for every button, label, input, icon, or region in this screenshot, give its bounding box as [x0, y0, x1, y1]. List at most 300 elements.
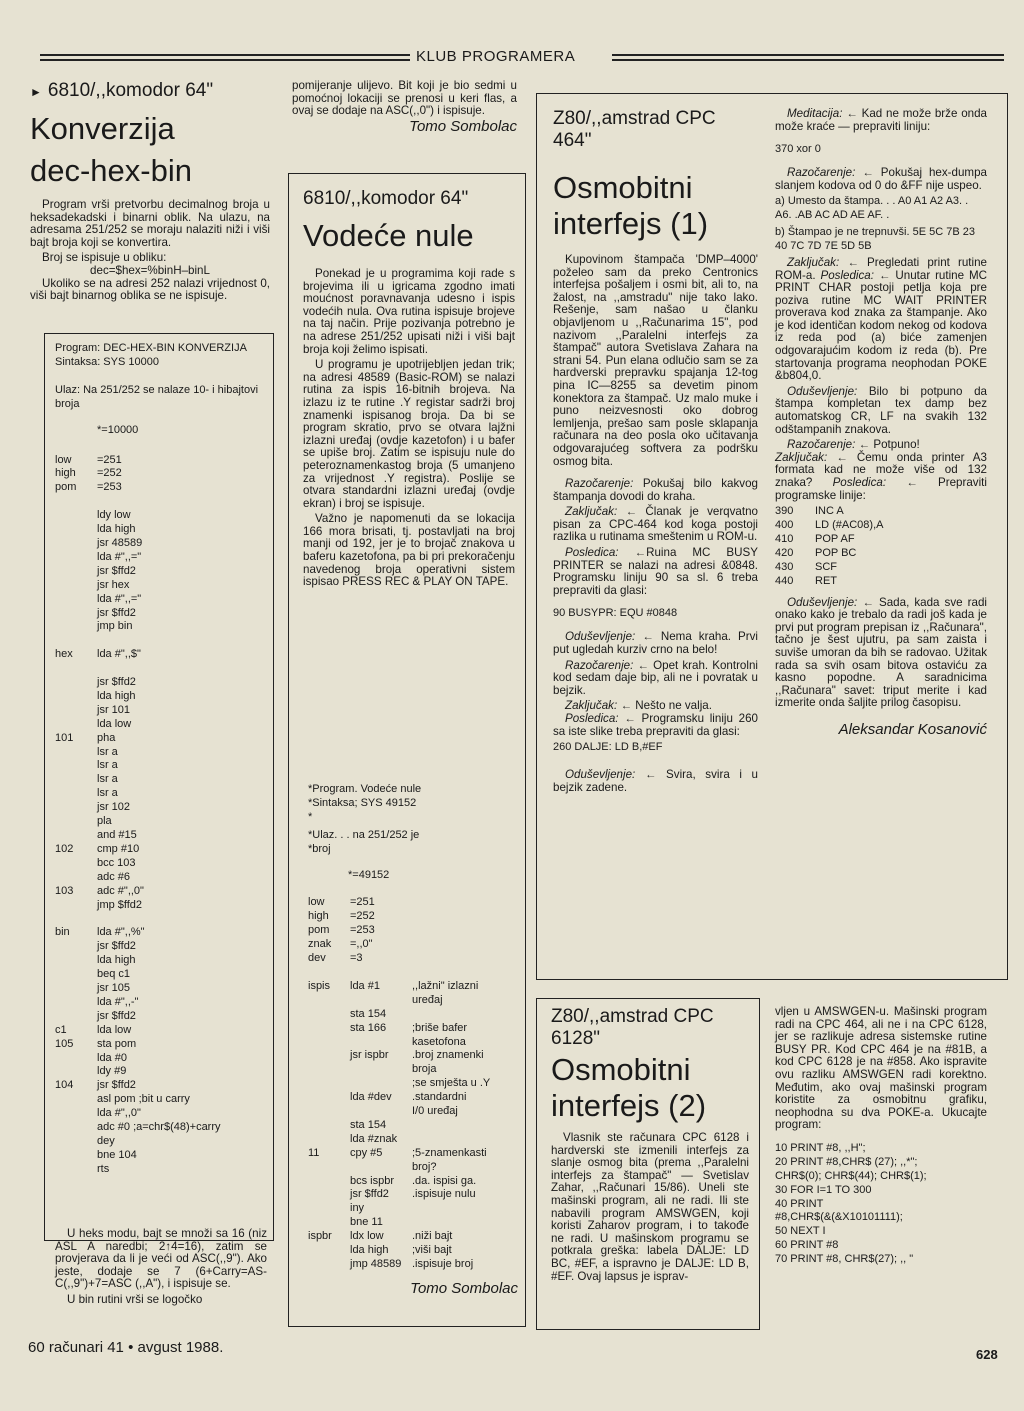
code-instruction: jsr $ffd2	[97, 676, 136, 689]
code-comment	[257, 593, 267, 607]
rt-code-line: 260 DALJE: LD B,#EF	[553, 741, 663, 754]
code-line	[308, 910, 518, 924]
code-instruction: jsr $ffd2	[97, 940, 136, 953]
code-comment: *	[308, 810, 313, 823]
code-line	[308, 1008, 518, 1022]
code-line	[775, 561, 987, 575]
code-line	[55, 1149, 267, 1163]
code-comment: *broj	[308, 842, 331, 855]
rt-paragraph	[775, 257, 987, 383]
code-instruction: =,,0"	[350, 938, 373, 951]
code-comment	[257, 718, 267, 732]
code-label	[55, 565, 97, 579]
left-title-2: dec-hex-bin	[30, 153, 192, 188]
code-label	[55, 607, 97, 621]
code-line	[55, 509, 267, 523]
section-header: KLUB PROGRAMERA	[410, 48, 581, 65]
code-instruction: lda high	[350, 1244, 389, 1257]
code-instruction: POP AF	[815, 533, 855, 545]
code-instruction: rts	[97, 1162, 110, 1175]
code-label: c1	[55, 1023, 67, 1036]
code-comment	[257, 704, 267, 718]
code-comment	[257, 1163, 267, 1177]
code-comment	[257, 579, 267, 593]
code-label	[308, 1077, 350, 1091]
code-comment	[412, 924, 518, 938]
code-line-number: 410	[775, 533, 794, 545]
header-rule-right	[612, 54, 1004, 56]
code-comment: ,,lažni" izlazni	[412, 979, 479, 992]
code-line	[55, 1010, 267, 1024]
code-comment	[257, 1135, 267, 1149]
code-instruction: =253	[350, 924, 375, 937]
code-line	[308, 1216, 518, 1230]
rb-paragraph: vljen u AMSWGEN-u. Mašinski program radi na CPC 464, ali ne i na CPC 6128, jer se razlikuje adresa sistemske rutine BUSY PR. Kod CPC 464 je na #81B, a kod CPC 6128 je na #858. Ako ispravite ovu razliku AMSWGEN radi korektno. Međutim, ako ovaj mašinski program koristite za osmobitnu grafiku, neophodna su dva POKE-a. Ukucajte program:	[775, 1005, 987, 1132]
code-comment	[257, 829, 267, 843]
code-line	[55, 982, 267, 996]
rt-label: Zaključak:	[787, 255, 840, 269]
code-line	[55, 662, 267, 676]
code-instruction: lda high	[97, 689, 136, 702]
code-line	[55, 871, 267, 885]
code-comment	[257, 1107, 267, 1121]
code-line	[775, 533, 987, 547]
code-comment: I/0 uređaj	[412, 1105, 458, 1118]
code-comment	[257, 982, 267, 996]
code-label	[308, 1119, 350, 1133]
code-comment: ;briše bafer	[412, 1021, 468, 1034]
code-comment	[412, 1133, 518, 1147]
code-label	[55, 718, 97, 732]
code-label	[55, 940, 97, 954]
rt-code-line: 370 xor 0	[775, 143, 821, 156]
mid-signature-2: Tomo Sombolac	[410, 1279, 518, 1297]
code-line	[55, 968, 267, 982]
rt-paragraph	[775, 452, 987, 502]
code-instruction: lda #znak	[350, 1132, 398, 1145]
rt-label: Razočarenje:	[565, 477, 634, 491]
code-line	[55, 926, 267, 940]
header-rule-right-2	[612, 59, 1004, 61]
rt-code-line: 90 BUSYPR: EQU #0848	[553, 607, 678, 620]
code-comment	[257, 1010, 267, 1024]
code-comment	[412, 1216, 518, 1230]
code-origin: *=49152	[348, 868, 390, 881]
code-label	[55, 537, 97, 551]
code-line	[308, 924, 518, 938]
mid-code-block	[308, 783, 518, 1296]
rt-text: ←Ruina MC BUSY PRINTER se nalazi na adresi &0848. Programsku liniju 90 sa sl. 6 treba prepraviti da glasi:	[553, 546, 758, 597]
code-line	[55, 1093, 267, 1107]
code-comment	[412, 952, 518, 966]
rb-subtitle-2: 6128"	[551, 1028, 601, 1049]
code-label	[55, 1135, 97, 1149]
rt-paragraph	[553, 713, 758, 738]
rt-label: Razočarenje:	[787, 166, 856, 180]
code-instruction	[350, 1077, 412, 1091]
code-label	[55, 815, 97, 829]
code-label	[55, 551, 97, 565]
code-comment: *Program. Vodeće nule	[308, 783, 422, 795]
code-label: bin	[55, 926, 70, 939]
code-line	[775, 519, 987, 533]
code-label: 101	[55, 731, 74, 744]
rb-code-lines	[775, 1142, 987, 1267]
code-line	[55, 634, 267, 648]
code-line	[55, 718, 267, 732]
mid-paragraph: Važno je napomenuti da se lokacija 166 mora brisati, tj. postavljati na broj manji od 192, jer je to brojač znakova u baferu kazetofona, pa bi pri prekoračenju navedenog broja operativni sistem ispisao PRESS REC & PLAY ON TAPE.	[303, 512, 515, 589]
code-instruction: ldx low	[350, 1230, 384, 1243]
code-comment: kasetofona	[412, 1035, 466, 1048]
code-label	[55, 1121, 97, 1135]
code-line	[308, 1063, 518, 1077]
code-label	[55, 982, 97, 996]
rt-code-lines	[775, 505, 987, 588]
code-line	[55, 579, 267, 593]
code-label	[55, 746, 97, 760]
code-comment: broja	[412, 1063, 437, 1076]
code-line	[308, 1258, 518, 1272]
code-line-number: 400	[775, 519, 794, 532]
code-comment: .niži bajt	[412, 1230, 453, 1243]
code-comment	[257, 885, 267, 899]
code-line	[55, 565, 267, 579]
code-label	[308, 1188, 350, 1202]
left-article	[30, 80, 270, 306]
code-line	[55, 1038, 267, 1052]
code-label	[55, 1093, 97, 1107]
code-label	[308, 1258, 350, 1272]
code-line	[55, 523, 267, 537]
rt-label: Posledica:	[565, 711, 619, 725]
rt-text: ← Opet krah. Kontrolni kod sedam daje bip, ali ne i povratak u bejzik.	[553, 658, 758, 697]
code-instruction: =3	[350, 952, 363, 965]
code-line	[308, 1105, 518, 1119]
code-comment: ;se smješta u .Y	[412, 1077, 491, 1090]
code-instruction: =252	[97, 467, 122, 480]
code-line	[55, 620, 267, 634]
mid-title: Vodeće nule	[303, 218, 474, 253]
rt-paragraph	[553, 547, 758, 597]
code-line	[55, 773, 267, 787]
code-instruction: =251	[97, 453, 122, 466]
code-comment	[257, 690, 267, 704]
rt-paragraph: Kupovinom štampača 'DMP–4000' poželeo sam da preko Centronics interfejsa pošaljem i osmi bit, ali to, na žalost, na ,,amstradu" nije tako lako. Rešenje, sam našao u članku objavljenom u ,,Računarima 15", pod nazivom ,,Paralelni interfejs za štampač" autora Svetislava Zahara na strani 54. Pun elana odlučio sam se za hardverski prepravku spajanja 12-tog pina IC—8255 sa devetim pinom konektora za štampač. Uz malo muke i puno neizvesnosti oko dobrog lemljenja, prešao sam posle sklapanja računara na deo posla oko učitavanja odgovarajućeg softvera za podršku osmog bita.	[553, 253, 758, 468]
rt-text: ← Kad ne može brže onda može kraće — prepraviti liniju:	[775, 107, 987, 133]
code-instruction: INC A	[815, 505, 844, 518]
rt-subtitle: Z80/,,amstrad CPC 464"	[553, 108, 716, 151]
code-line: 40 PRINT	[775, 1197, 824, 1210]
code-instruction: adc #",,0"	[97, 884, 144, 897]
code-line	[55, 843, 267, 857]
code-instruction: =253	[97, 481, 122, 494]
code-line	[308, 1202, 518, 1216]
right-top-article-b	[775, 108, 987, 737]
code-label	[55, 773, 97, 787]
rt-text: ← Pregledati print rutine ROM-a.	[775, 255, 987, 282]
left-paragraph: U heks modu, bajt se množi sa 16 (niz ASL A naredbi; 2↑4=16), zatim se provjerava da li je veći od ASC(,,9"). Ako jeste, dodaje se 7 (6+Carry=AS-C(,,9")+7=ASC (,,A"), i ispisuje se.	[55, 1227, 267, 1291]
left-paragraph: Broj se ispisuje u obliku:	[42, 251, 167, 265]
code-label	[55, 996, 97, 1010]
rt-text: ← Nema kraha. Prvi put ugledah kurziv crno na belo!	[553, 630, 758, 656]
rt-text: ← Svira, svira i u bejzik zadene.	[553, 768, 758, 794]
code-instruction: cpy #5	[350, 1146, 383, 1159]
header-rule-left	[40, 54, 412, 56]
code-comment	[257, 801, 267, 815]
code-comment: .standardni	[412, 1091, 467, 1104]
rt-paragraph	[775, 597, 987, 710]
code-comment	[412, 1202, 518, 1216]
code-label	[55, 1010, 97, 1024]
code-instruction: ldy #9	[97, 1065, 127, 1078]
code-instruction: lda #",,%"	[97, 926, 145, 939]
code-line-number: 430	[775, 560, 794, 573]
code-line	[55, 1079, 267, 1093]
code-comment	[257, 940, 267, 954]
code-instruction: lda #",,$"	[97, 648, 141, 661]
rt-text: ← Članak je verqvatno pisan za CPC-464 kod koga postoji razlika u rutinama smeštenim u ROM-u.	[553, 505, 758, 544]
code-instruction: SCF	[815, 560, 837, 573]
code-label: 102	[55, 842, 74, 855]
right-bottom-article-b	[775, 1006, 987, 1267]
code-instruction: lda #",,0"	[97, 1107, 141, 1120]
code-comment	[412, 910, 518, 924]
code-label	[55, 579, 97, 593]
code-instruction	[350, 1063, 412, 1077]
rb-subtitle-1: Z80/,,amstrad CPC	[551, 1006, 714, 1027]
code-label	[55, 593, 97, 607]
code-line	[55, 940, 267, 954]
code-instruction: lda #",,-"	[97, 995, 139, 1008]
code-line	[55, 1024, 267, 1038]
code-comment	[257, 732, 267, 746]
code-instruction: jmp bin	[97, 620, 133, 633]
code-instruction: lda low	[97, 1023, 132, 1036]
code-instruction: bcc 103	[97, 856, 136, 869]
code-instruction: dey	[97, 1134, 115, 1147]
code-line	[308, 938, 518, 952]
code-instruction: jsr $ffd2	[350, 1188, 389, 1201]
code-line	[55, 495, 267, 509]
rt-label: Posledica:	[565, 546, 619, 560]
left-subtitle	[30, 80, 270, 103]
code-line	[55, 1065, 267, 1079]
left-title-1: Konverzija	[30, 111, 175, 146]
code-comment: Program: DEC-HEX-BIN KONVERZIJA	[55, 342, 247, 354]
left-paragraph: U bin rutini vrši se logočko	[67, 1292, 203, 1306]
code-line-number: 420	[775, 546, 794, 559]
left-subtitle-text: 6810/,,komodor 64"	[47, 80, 214, 101]
code-instruction: pla	[97, 815, 112, 828]
code-instruction	[350, 1105, 412, 1119]
code-comment: .da. ispisi ga.	[412, 1174, 477, 1187]
code-label	[308, 1161, 350, 1175]
code-instruction: =252	[350, 910, 375, 923]
code-comment	[257, 607, 267, 621]
code-comment: uređaj	[412, 993, 443, 1006]
code-comment	[257, 996, 267, 1010]
code-label	[308, 1244, 350, 1258]
code-label	[55, 676, 97, 690]
code-label	[55, 968, 97, 982]
code-line	[55, 648, 267, 662]
code-label: high	[308, 910, 329, 923]
code-comment	[257, 620, 267, 634]
rb-title-2: interfejs (2)	[551, 1088, 707, 1123]
code-comment	[257, 481, 267, 495]
code-label: 105	[55, 1037, 74, 1050]
page-number: 628	[976, 1347, 998, 1362]
code-instruction	[350, 1036, 412, 1050]
code-line	[308, 1133, 518, 1147]
code-instruction: lsr a	[97, 773, 118, 786]
code-comment: *Ulaz. . . na 251/252 je	[308, 828, 420, 841]
code-label	[55, 1052, 97, 1066]
rt-label: Zaključak:	[565, 699, 618, 713]
code-instruction: sta pom	[97, 1037, 137, 1050]
code-comment	[257, 954, 267, 968]
code-label	[308, 1175, 350, 1189]
code-line	[55, 1121, 267, 1135]
code-label: ispis	[308, 979, 331, 992]
code-instruction: iny	[350, 1202, 365, 1215]
rt-text: ← Prepraviti programske linije:	[775, 476, 987, 502]
code-label	[55, 1065, 97, 1079]
code-instruction: bcs ispbr	[350, 1174, 395, 1187]
code-instruction: jsr hex	[97, 578, 130, 591]
code-line	[55, 912, 267, 926]
code-comment	[412, 896, 518, 910]
code-instruction: lda #1	[350, 979, 380, 992]
rt-signature: Aleksandar Kosanović	[838, 720, 987, 738]
code-label: low	[55, 453, 72, 466]
code-label	[308, 1105, 350, 1119]
code-line	[55, 1107, 267, 1121]
code-instruction: lda high	[97, 954, 136, 967]
code-line: 10 PRINT #8, ,,H";	[775, 1141, 866, 1154]
code-instruction: LD (#AC08),A	[815, 519, 884, 532]
code-instruction	[350, 994, 412, 1008]
code-label	[55, 620, 97, 634]
code-line	[775, 575, 987, 589]
mid-article	[303, 188, 515, 592]
code-comment	[257, 676, 267, 690]
code-label: ispbr	[308, 1230, 332, 1243]
code-comment	[257, 1093, 267, 1107]
code-comment	[257, 759, 267, 773]
code-comment: Ulaz: Na 251/252 se nalaze 10- i hibajtovi broja	[55, 383, 259, 410]
mid-top-text	[292, 80, 517, 133]
code-instruction: jsr 102	[97, 801, 131, 814]
code-instruction: cmp #10	[97, 842, 140, 855]
rt-label: Zaključak:	[775, 450, 828, 464]
code-line	[55, 899, 267, 913]
code-comment: .broj znamenki	[412, 1049, 484, 1062]
code-instruction: jsr 48589	[97, 536, 143, 549]
code-comment	[257, 968, 267, 982]
code-comment	[257, 926, 267, 940]
code-instruction: lsr a	[97, 745, 118, 758]
code-comment	[257, 843, 267, 857]
code-label	[308, 1036, 350, 1050]
code-label: pom	[308, 924, 330, 937]
code-line	[55, 1163, 267, 1177]
rt-label: Razočarenje:	[787, 438, 856, 452]
code-line	[308, 994, 518, 1008]
code-line: #8,CHR$(&(&X10101111);	[775, 1211, 903, 1224]
code-instruction: jsr 105	[97, 981, 131, 994]
rt-paragraph	[775, 108, 987, 133]
code-comment	[257, 815, 267, 829]
left-code-block	[55, 342, 267, 1177]
rt-label: Oduševljenje:	[565, 630, 636, 644]
code-label	[55, 523, 97, 537]
rt-paragraph	[553, 478, 758, 503]
code-line	[55, 676, 267, 690]
code-comment	[257, 1121, 267, 1135]
rt-text: Pokušaj bilo kakvog štampanja dovodi do kraha.	[553, 477, 758, 503]
code-instruction: sta 154	[350, 1118, 387, 1131]
code-line	[308, 1175, 518, 1189]
code-instruction: bne 11	[350, 1216, 383, 1229]
rt-text: ← Unutar rutine MC PRINT CHAR postoji petlja koja pre poziva rutine MC WAIT PRINTER proverava kod znaka za štampanje. Ako je kod identičan kodom nekog od kodova iz reda pod (a) biće zamenjen odgovarajućim kodom iz reda (b). Pre startovanja programa neophodan POKE &b804,0.	[775, 268, 987, 383]
rt-label: Oduševljenje:	[787, 595, 858, 609]
code-instruction: RET	[815, 574, 837, 587]
code-line	[55, 801, 267, 815]
code-instruction: and #15	[97, 829, 137, 841]
rt-code-line: b) Štampao je ne trepnuvši. 5E 5C 7B 23 40 7C 7D 7E 5D 5B	[775, 226, 975, 252]
code-line	[55, 732, 267, 746]
code-comment: ;viši bajt	[412, 1244, 452, 1257]
code-label: low	[308, 896, 325, 909]
rt-text: ← Sada, kada sve radi onako kako je trebalo da radi još kada je prvi put program prepisan iz ,,Računara", tačno je šest ujutru, pa sam zaista i suviše umoran da bih se radovao. Užitak rada sa svih osam bitova ostaviću za kasno popodne. A saradnicima ,,Računara" savet: triput merite i kad izmerite onda šaljite prilog časopisu.	[775, 595, 987, 710]
code-label	[55, 690, 97, 704]
code-instruction: lda #0	[97, 1051, 127, 1064]
code-label	[55, 1163, 97, 1177]
code-instruction: lda low	[97, 717, 132, 730]
code-label	[308, 1216, 350, 1230]
code-comment: Sintaksa: SYS 10000	[55, 355, 159, 368]
code-label	[308, 1202, 350, 1216]
rb-paragraph: Vlasnik ste računara CPC 6128 i hardverski ste izmenili interfejs za slanje osmog bita (prema ,,Paralelni interfejs za štampač" — Svetislav Zahar, ,,Računari 15/86). Uneli ste mašinski program, ali ne radi. Ili ste nabavili program AMSWGEN, koji koristi Zaharov program, i to takođe ne radi. U mašinskom programu se potkrala greška: labela DALJE: LD BC, #EF, a ispravno je DALJE: LD B, #EF. Ovaj lapsus je isprav-	[551, 1131, 749, 1283]
code-line	[308, 1230, 518, 1244]
code-line: 60 PRINT #8	[775, 1239, 839, 1252]
mid-paragraph: U programu je upotrijebljen jedan trik; na adresi 48589 (Basic-ROM) se nalazi rutina za ispis 16-bitnih brojeva. Na izlazu iz te rutine .Y registar sadrži broj znamenki ispisanog broja. Da bi se program skratio, prvo se otvara lajžni izlazni uređaj (ovdje kazetofon) i u bafer se upiše broj. Zatim se ispisuju nule do peteroznamenkastog broja (5 umanjeno za vrijednost .Y registra). Poslije se otvara standardni izlazni uređaj (ovdje ekran) i broj se ispisuje.	[303, 358, 515, 510]
code-instruction: jmp 48589	[350, 1258, 402, 1270]
code-comment	[257, 551, 267, 565]
code-line	[55, 551, 267, 565]
code-instruction: jsr $ffd2	[97, 606, 136, 619]
code-line	[55, 759, 267, 773]
code-line	[308, 1077, 518, 1091]
mid-signature-1: Tomo Sombolac	[409, 117, 517, 135]
code-comment	[257, 648, 267, 662]
code-origin: *=10000	[97, 423, 139, 436]
code-label: 103	[55, 884, 74, 897]
code-instruction: bne 104	[97, 1148, 137, 1161]
page-footer: 60 računari 41 • avgust 1988.	[28, 1339, 224, 1356]
rt-label: Razočarenje:	[565, 658, 634, 672]
code-line	[55, 593, 267, 607]
code-line	[55, 815, 267, 829]
code-instruction: pha	[97, 731, 116, 744]
code-comment	[257, 1024, 267, 1038]
code-label	[55, 509, 97, 523]
code-comment	[412, 938, 518, 952]
rt-text: ← Čemu onda printer A3 formata kad ne može više od 132 znaka?	[775, 450, 987, 489]
code-comment: .ispisuje nulu	[412, 1188, 476, 1201]
right-bottom-article-a	[551, 1006, 749, 1286]
